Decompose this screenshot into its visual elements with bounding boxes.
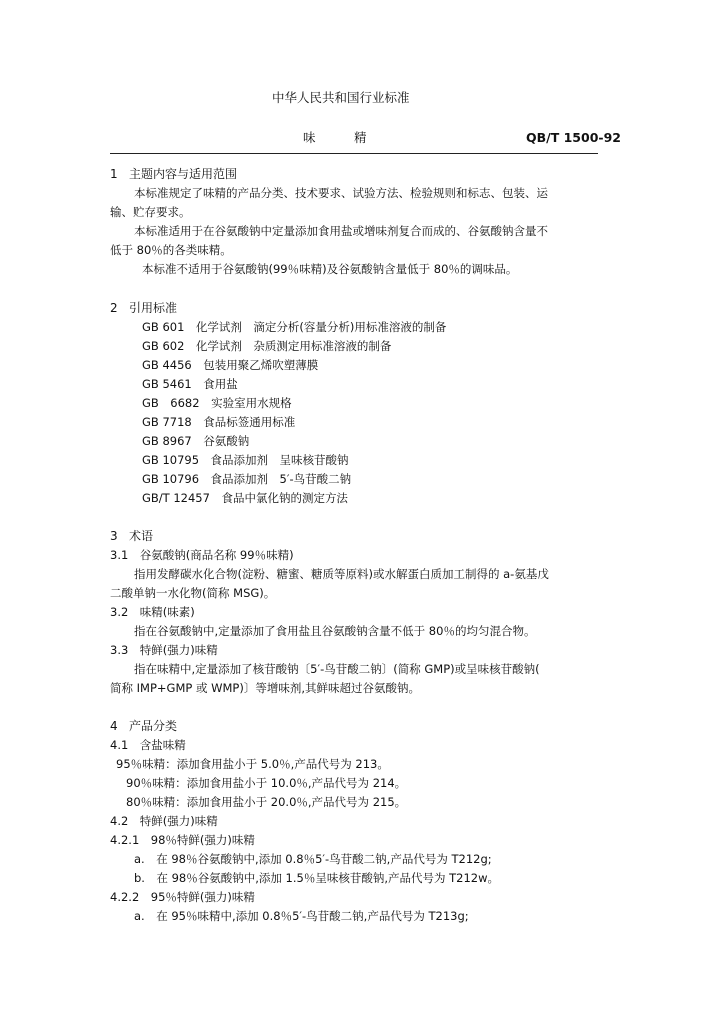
section-2-heading: 引用标准 <box>129 301 178 315</box>
paragraph-2-line-2: 低于 80％的各类味精。 <box>110 243 232 257</box>
section-3-heading: 术语 <box>129 529 154 543</box>
reference-item: GB 6682 实验室用水规格 <box>142 396 292 410</box>
paragraph-2-line-1: 本标准适用于在谷氨酸钠中定量添加食用盐或增味剂复合而成的、谷氨酸钠含量不 <box>134 224 548 238</box>
term-3-2-line-1: 指在谷氨酸钠中,定量添加了食用盐且谷氨酸钠含量不低于 80％的均匀混合物。 <box>134 624 536 638</box>
section-3-number: 3 <box>110 529 118 543</box>
term-3-1-line-1: 指用发酵碳水化合物(淀粉、糖蜜、糖质等原料)或水解蛋白质加工制得的 a-氨基戊 <box>134 567 549 581</box>
header-rule <box>110 153 598 154</box>
reference-item: GB 5461 食用盐 <box>142 377 238 391</box>
term-3-1-title: 3.1 谷氨酸钠(商品名称 99％味精) <box>110 548 294 562</box>
reference-item: GB 10796 食品添加剂 5′-鸟苷酸二钠 <box>142 472 352 486</box>
item-4-2-1-b: b. 在 98％谷氨酸钠中,添加 1.5％呈味核苷酸钠,产品代号为 T212w。 <box>134 871 500 885</box>
standard-org-title: 中华人民共和国行业标准 <box>272 90 410 105</box>
paragraph-1-line-1: 本标准规定了味精的产品分类、技术要求、试验方法、检验规则和标志、包装、运 <box>134 186 548 200</box>
term-3-3-line-2: 简称 IMP+GMP 或 WMP)〕等增味剂,其鲜味超过谷氨酸钠。 <box>110 681 420 695</box>
reference-item: GB 8967 谷氨酸钠 <box>142 434 250 448</box>
term-3-2-title: 3.2 味精(味素) <box>110 605 195 619</box>
term-3-3-title: 3.3 特鲜(强力)味精 <box>110 643 218 657</box>
section-2-number: 2 <box>110 301 118 315</box>
standard-code: QB/T 1500-92 <box>526 130 621 145</box>
item-4-2-1-a: a. 在 98％谷氨酸钠中,添加 0.8％5′-鸟苷酸二钠,产品代号为 T212g; <box>134 852 492 866</box>
section-4-1-title: 4.1 含盐味精 <box>110 738 186 752</box>
reference-item: GB 601 化学试剂 滴定分析(容量分析)用标准溶液的制备 <box>142 320 447 334</box>
section-1-heading: 主题内容与适用范围 <box>129 167 238 181</box>
term-3-1-line-2: 二酸单钠一水化物(简称 MSG)。 <box>110 586 276 600</box>
item-4-2-2-a: a. 在 95％味精中,添加 0.8％5′-鸟苷酸二钠,产品代号为 T213g; <box>134 909 469 923</box>
paragraph-3: 本标准不适用于谷氨酸钠(99％味精)及谷氨酸钠含量低于 80％的调味品。 <box>142 262 518 276</box>
salt-msg-item: 90％味精：添加食用盐小于 10.0％,产品代号为 214。 <box>126 776 407 790</box>
section-4-2-1-title: 4.2.1 98％特鲜(强力)味精 <box>110 833 255 847</box>
doc-title-char-2: 精 <box>354 130 367 145</box>
section-4-2-2-title: 4.2.2 95％特鲜(强力)味精 <box>110 890 255 904</box>
section-4-2-title: 4.2 特鲜(强力)味精 <box>110 814 218 828</box>
salt-msg-item: 95％味精：添加食用盐小于 5.0％,产品代号为 213。 <box>116 757 389 771</box>
doc-title-char-1: 味 <box>303 130 316 145</box>
paragraph-1-line-2: 输、贮存要求。 <box>110 205 191 219</box>
term-3-3-line-1: 指在味精中,定量添加了核苷酸钠〔5′-鸟苷酸二钠〕(简称 GMP)或呈味核苷酸钠( <box>134 662 540 676</box>
section-4-number: 4 <box>110 719 118 733</box>
reference-item: GB 602 化学试剂 杂质测定用标准溶液的制备 <box>142 339 392 353</box>
reference-item: GB/T 12457 食品中氯化钠的测定方法 <box>142 491 348 505</box>
salt-msg-item: 80％味精：添加食用盐小于 20.0％,产品代号为 215。 <box>126 795 407 809</box>
reference-item: GB 10795 食品添加剂 呈味核苷酸钠 <box>142 453 349 467</box>
reference-item: GB 7718 食品标签通用标准 <box>142 415 296 429</box>
section-1-number: 1 <box>110 167 118 181</box>
reference-item: GB 4456 包装用聚乙烯吹塑薄膜 <box>142 358 319 372</box>
section-4-heading: 产品分类 <box>129 719 178 733</box>
